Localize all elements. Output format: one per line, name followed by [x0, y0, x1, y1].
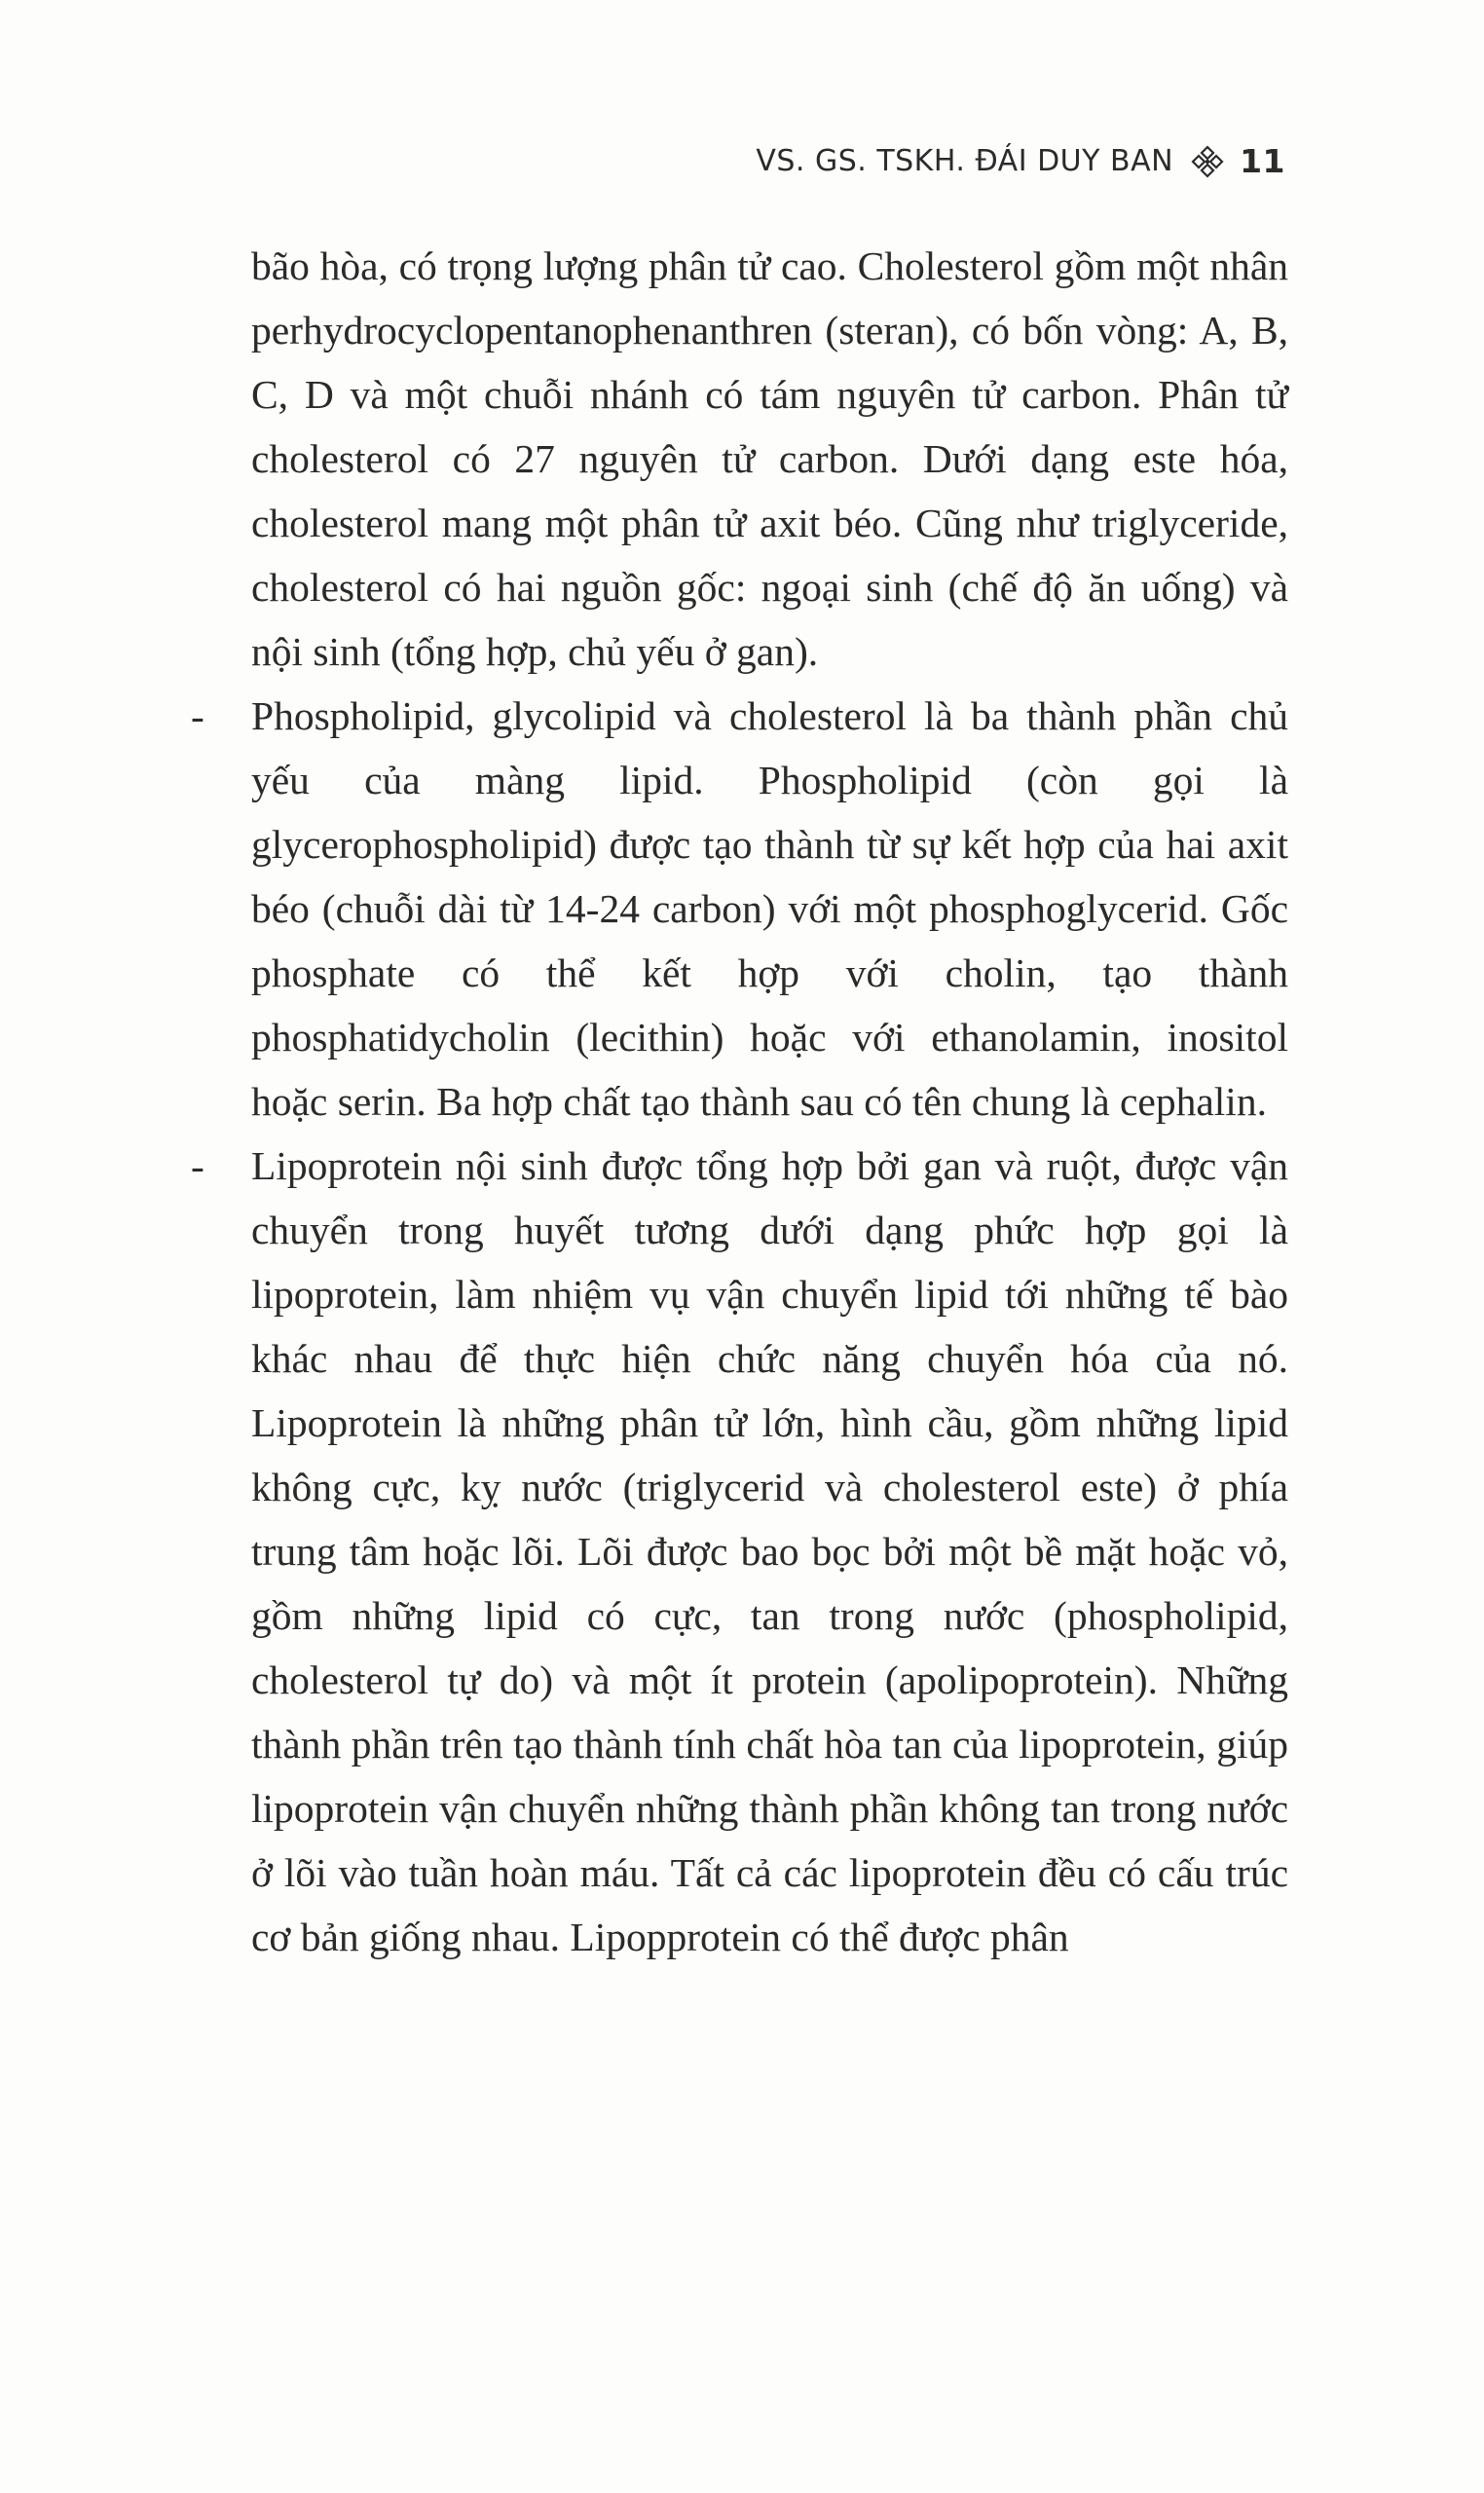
header-author: VS. GS. TSKH. ĐÁI DUY BAN	[756, 144, 1174, 178]
page-number: 11	[1240, 142, 1285, 180]
bullet-item-lipoprotein	[191, 1134, 1288, 1969]
dash-bullet-marker: -	[191, 693, 204, 738]
body-text	[191, 234, 1288, 1969]
running-header	[756, 142, 1285, 180]
diamond-flower-ornament-icon	[1191, 145, 1224, 178]
bullet-item-phospholipid	[191, 684, 1288, 1134]
paragraph-continuation: bão hòa, có trọng lượng phân tử cao. Cholesterol gồm một nhân perhydrocyclopentanophenanthren (steran), có bốn vòng: A, B, C, D và một chuỗi nhánh có tám nguyên tử carbon. Phân tử cholesterol có 27 nguyên tử carbon. Dưới dạng este hóa, cholesterol mang một phân tử axit béo. Cũng như triglyceride, cholesterol có hai nguồn gốc: ngoại sinh (chế độ ăn uống) và nội sinh (tổng hợp, chủ yếu ở gan).	[251, 243, 1288, 674]
bullet-text: Lipoprotein nội sinh được tổng hợp bởi gan và ruột, được vận chuyển trong huyết tương dưới dạng phức hợp gọi là lipoprotein, làm nhiệm vụ vận chuyển lipid tới những tế bào khác nhau để thực hiện chức năng chuyển hóa của nó. Lipoprotein là những phân tử lớn, hình cầu, gồm những lipid không cực, kỵ nước (triglycerid và cholesterol este) ở phía trung tâm hoặc lõi. Lõi được bao bọc bởi một bề mặt hoặc vỏ, gồm những lipid có cực, tan trong nước (phospholipid, cholesterol tự do) và một ít protein (apolipoprotein). Những thành phần trên tạo thành tính chất hòa tan của lipoprotein, giúp lipoprotein vận chuyển những thành phần không tan trong nước ở lõi vào tuần hoàn máu. Tất cả các lipoprotein đều có cấu trúc cơ bản giống nhau. Lipopprotein có thể được phân	[251, 1143, 1288, 1959]
bullet-text: Phospholipid, glycolipid và cholesterol là ba thành phần chủ yếu của màng lipid. Phospholipid (còn gọi là glycerophospholipid) được tạo thành từ sự kết hợp của hai axit béo (chuỗi dài từ 14-24 carbon) với một phosphoglycerid. Gốc phosphate có thể kết hợp với cholin, tạo thành phosphatidycholin (lecithin) hoặc với ethanolamin, inositol hoặc serin. Ba hợp chất tạo thành sau có tên chung là cephalin.	[251, 693, 1288, 1124]
dash-bullet-marker: -	[191, 1143, 204, 1188]
